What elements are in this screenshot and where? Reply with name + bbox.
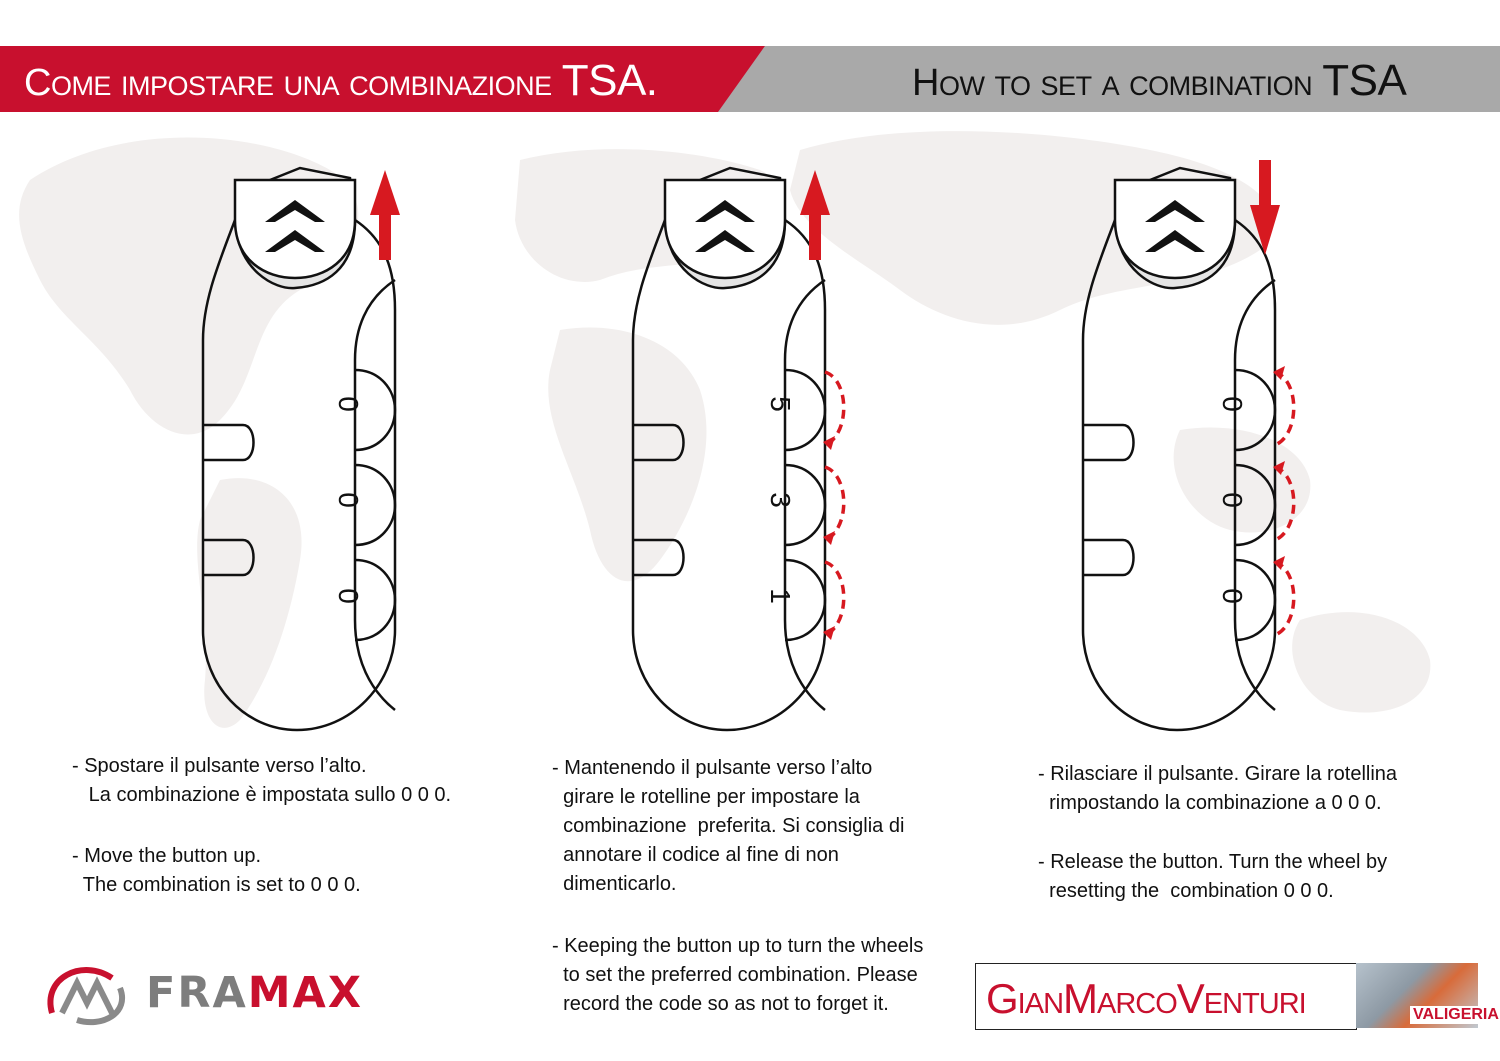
title-italian: Come impostare una combinazione TSA. <box>24 56 658 105</box>
step-3-text-italian: - Rilasciare il pulsante. Girare la rotellina rimpostando la combinazione a 0 0 0. <box>1038 763 1398 814</box>
wheel-digit: 0 <box>332 588 364 604</box>
wheel-digit: 0 <box>1216 396 1248 412</box>
wheel-digit: 0 <box>1216 588 1248 604</box>
step-1-text-italian: - Spostare il pulsante verso l’alto. La combinazione è impostata sullo 0 0 0. <box>72 755 452 806</box>
step-2-text-italian: - Mantenendo il pulsante verso l’alto girare le rotelline per impostare la combinazione preferita. Si consiglia di annotare il codice al fine di non dimenticarlo. <box>552 757 905 895</box>
valigeria-label: VALIGERIA <box>1410 1006 1500 1024</box>
gmv-logo-text: GianMarcoVenturi <box>986 975 1306 1022</box>
lock-illustration-step-3 <box>1075 160 1315 740</box>
step-2-text-english: - Keeping the button up to turn the wheels to set the preferred combination. Please record the code so as not to forget it. <box>552 935 924 1015</box>
title-english: How to set a combination TSA <box>912 56 1407 105</box>
framax-logo-icon <box>42 958 132 1028</box>
wheel-digit: 0 <box>332 492 364 508</box>
lock-illustration-step-2 <box>625 160 865 740</box>
wheel-digit: 0 <box>332 396 364 412</box>
framax-logo-text: FRAMAX <box>146 968 363 1018</box>
wheel-digit: 3 <box>764 492 796 508</box>
wheel-digit: 5 <box>764 396 796 412</box>
wheel-digit: 1 <box>764 588 796 604</box>
lock-illustration-step-1 <box>195 160 425 740</box>
wheel-digit: 0 <box>1216 492 1248 508</box>
step-1-text-english: - Move the button up. The combination is set to 0 0 0. <box>72 845 361 896</box>
step-3-text-english: - Release the button. Turn the wheel by resetting the combination 0 0 0. <box>1038 851 1388 902</box>
